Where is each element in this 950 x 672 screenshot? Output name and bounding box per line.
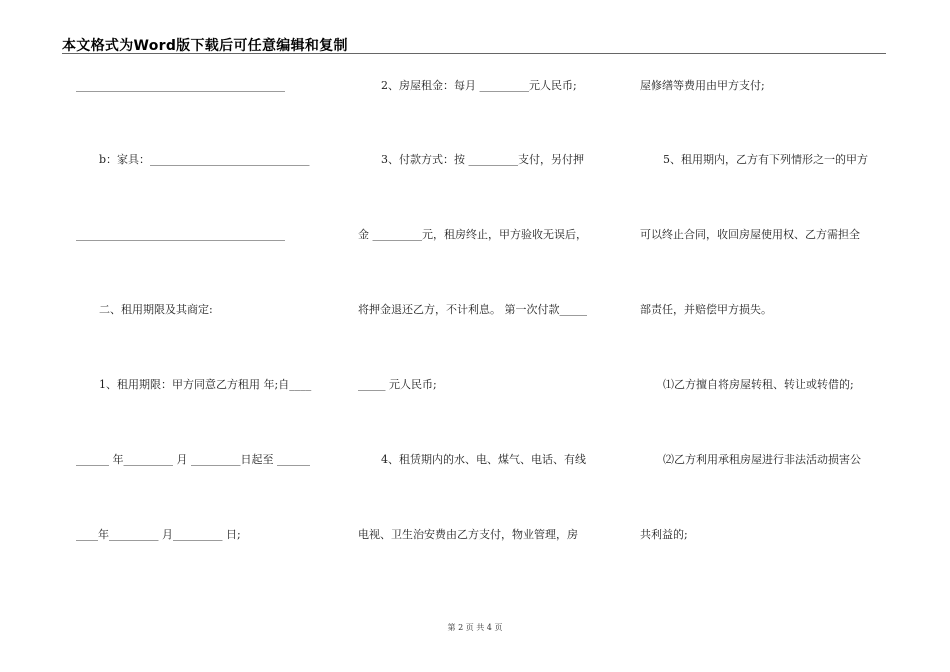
right-line-7: 共利益的; [640,528,688,541]
left-line-6: ______ 年_________ 月 _________日起至 ______ [76,453,310,466]
middle-line-5: _____ 元人民币; [358,378,437,391]
page-number-footer: 第 2 页 共 4 页 [447,623,503,632]
right-line-3: 可以终止合同，收回房屋使用权、乙方需担全 [640,228,860,241]
right-line-6: ⑵乙方利用承租房屋进行非法活动损害公 [663,453,861,466]
right-line-2: 5、租用期内，乙方有下列情形之一的甲方 [663,153,868,166]
left-line-1: ______________________________________ [76,79,285,92]
middle-line-6: 4、租赁期内的水、电、煤气、电话、有线 [381,453,586,466]
middle-line-2: 3、付款方式：按 _________支付，另付押 [381,153,584,166]
left-line-2: b：家具：_____________________________ [99,153,310,166]
document-header-title: 本文格式为Word版下载后可任意编辑和复制 [62,38,348,54]
header-divider [62,53,886,54]
middle-line-1: 2、房屋租金：每月 _________元人民币; [381,79,577,92]
right-line-1: 屋修缮等费用由甲方支付; [640,79,765,92]
right-line-5: ⑴乙方擅自将房屋转租、转让或转借的; [663,378,854,391]
left-line-5: 1、租用期限：甲方同意乙方租用 年;自____ [99,378,312,391]
right-line-4: 部责任，并赔偿甲方损失。 [640,303,772,316]
middle-line-3: 金 _________元，租房终止，甲方验收无误后， [358,228,587,241]
middle-line-4: 将押金退还乙方，不计利息。 第一次付款_____ [358,303,587,316]
left-line-7: ____年_________ 月_________ 日; [76,528,241,541]
middle-line-7: 电视、卫生治安费由乙方支付，物业管理，房 [358,528,578,541]
left-line-4: 二、租用期限及其商定: [99,303,213,316]
left-line-3: ______________________________________ [76,228,285,241]
